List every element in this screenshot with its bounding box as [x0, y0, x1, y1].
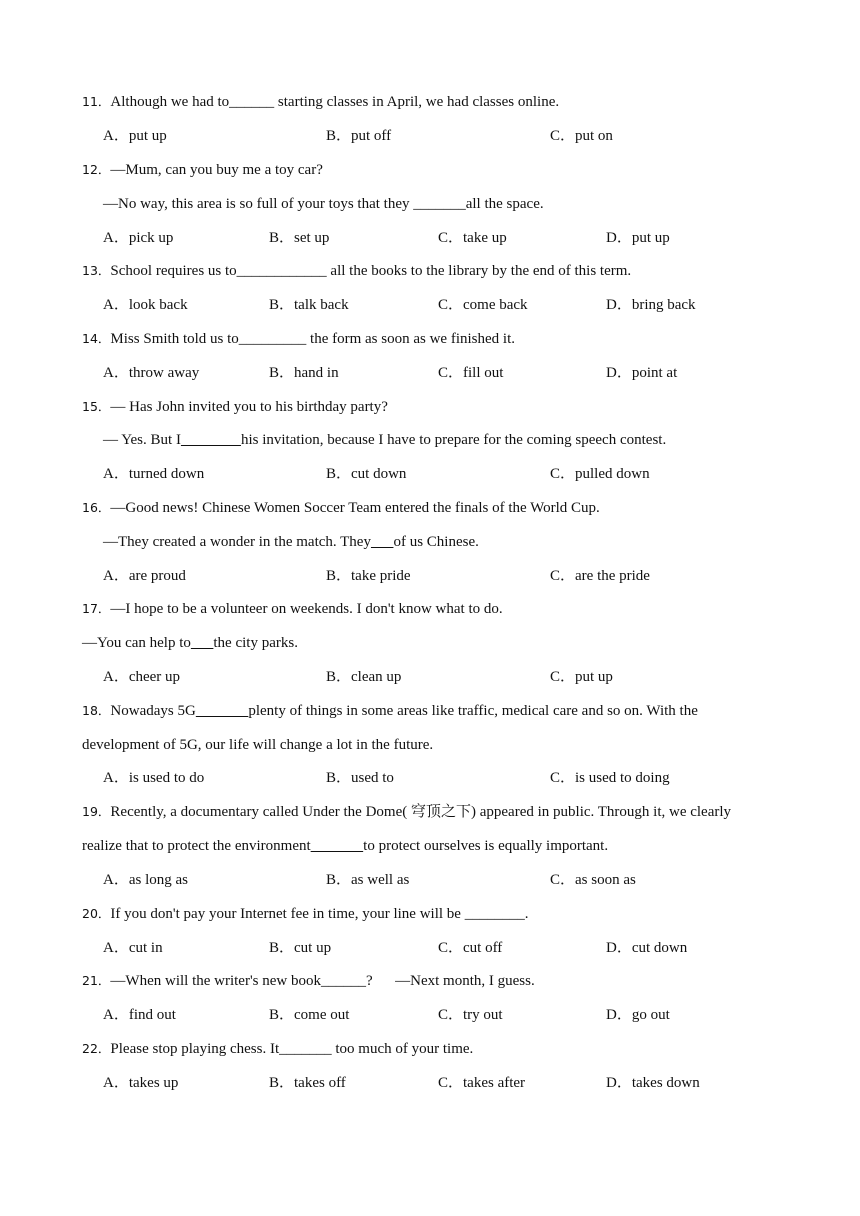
question-21-stem: 21．—When will the writer's new book______? —Next month, I guess. — [82, 973, 535, 989]
question-text: —When will the writer's new book______? —Next month, I guess. — [110, 973, 535, 989]
option-c[interactable]: C．as soon as — [550, 872, 636, 888]
question-number: 14 — [82, 331, 98, 346]
question-17-line2 — [82, 633, 298, 653]
question-text: — Has John invited you to his birthday party? — [110, 399, 388, 415]
option-b[interactable]: B．clean up — [326, 669, 402, 685]
line-text: of us Chinese. — [393, 534, 479, 550]
question-19-stem: 19．Recently, a documentary called Under the Dome( 穹顶之下) appeared in public. Through it, we clearly — [82, 804, 732, 820]
question-number: 22 — [82, 1041, 98, 1056]
option-d[interactable]: D．cut down — [606, 940, 688, 956]
option-b[interactable]: B．come out — [269, 1007, 350, 1023]
question-text: —Mum, can you buy me a toy car? — [110, 162, 323, 178]
question-text: School requires us to____________ all the books to the library by the end of this term. — [110, 263, 632, 279]
option-c[interactable]: C．put up — [550, 669, 613, 685]
line-text: to protect ourselves is equally important. — [363, 838, 609, 854]
option-a[interactable]: A．are proud — [103, 568, 186, 584]
option-a[interactable]: A．is used to do — [103, 770, 205, 786]
line-text: his invitation, because I have to prepare for the coming speech contest. — [240, 432, 667, 448]
question-number: 13 — [82, 263, 98, 278]
line-text: —You can help to — [82, 635, 191, 651]
option-b[interactable]: B．cut up — [269, 940, 332, 956]
option-a[interactable]: A．takes up — [103, 1075, 179, 1091]
option-c[interactable]: C．cut off — [438, 940, 503, 956]
option-b[interactable]: B．hand in — [269, 365, 339, 381]
question-number: 16 — [82, 500, 98, 515]
line-text: the city parks. — [213, 635, 298, 651]
option-c[interactable]: C．come back — [438, 297, 528, 313]
question-number: 18 — [82, 703, 98, 718]
option-b[interactable]: B．set up — [269, 230, 330, 246]
question-text: Miss Smith told us to_________ the form as soon as we finished it. — [110, 331, 515, 347]
option-d[interactable]: D．point at — [606, 365, 678, 381]
option-a[interactable]: A．turned down — [103, 466, 205, 482]
question-text: —Good news! Chinese Women Soccer Team entered the finals of the World Cup. — [110, 500, 600, 516]
question-text: —I hope to be a volunteer on weekends. I don't know what to do. — [110, 601, 503, 617]
question-number: 17 — [82, 601, 98, 616]
option-a[interactable]: A．cheer up — [103, 669, 181, 685]
option-d[interactable]: D．put up — [606, 230, 670, 246]
question-15-line2 — [103, 430, 666, 450]
line-text: —They created a wonder in the match. They — [103, 534, 371, 550]
option-b[interactable]: B．used to — [326, 770, 394, 786]
line-text: realize that to protect the environment — [82, 838, 311, 854]
option-a[interactable]: A．look back — [103, 297, 188, 313]
question-18-stem: 18．Nowadays 5G plenty of things in some areas like traffic, medical care and so on. With the — [82, 703, 698, 719]
option-b[interactable]: B．put off — [326, 128, 392, 144]
question-11-stem: 11．Although we had to______ starting classes in April, we had classes online. — [82, 94, 560, 110]
question-number: 21 — [82, 973, 98, 988]
option-c[interactable]: C．are the pride — [550, 568, 650, 584]
question-text: Although we had to______ starting classes in April, we had classes online. — [110, 94, 560, 110]
question-12-line2: —No way, this area is so full of your toys that they _______all the space. — [103, 196, 544, 212]
option-b[interactable]: B．talk back — [269, 297, 349, 313]
option-c[interactable]: C．takes after — [438, 1075, 526, 1091]
line-text: — Yes. But I — [103, 432, 181, 448]
option-a[interactable]: A．put up — [103, 128, 167, 144]
option-a[interactable]: A．throw away — [103, 365, 200, 381]
option-c[interactable]: C．fill out — [438, 365, 504, 381]
question-number: 15 — [82, 399, 98, 414]
question-number: 19 — [82, 804, 98, 819]
option-a[interactable]: A．cut in — [103, 940, 163, 956]
option-d[interactable]: D．takes down — [606, 1075, 700, 1091]
option-c[interactable]: C．put on — [550, 128, 613, 144]
option-d[interactable]: D．go out — [606, 1007, 670, 1023]
answer-blank — [371, 534, 394, 550]
question-text: If you don't pay your Internet fee in time, your line will be ________. — [110, 906, 529, 922]
question-17-stem: 17．—I hope to be a volunteer on weekends. I don't know what to do. — [82, 601, 503, 617]
option-c[interactable]: C．pulled down — [550, 466, 650, 482]
option-b[interactable]: B．take pride — [326, 568, 411, 584]
question-16-stem: 16．—Good news! Chinese Women Soccer Team entered the finals of the World Cup. — [82, 500, 600, 516]
question-19-line2 — [82, 836, 608, 856]
question-12-stem: 12．—Mum, can you buy me a toy car? — [82, 162, 323, 178]
question-number: 12 — [82, 162, 98, 177]
answer-blank — [196, 703, 249, 719]
question-text: Recently, a documentary called Under the Dome( 穹顶之下) appeared in public. Through it, we clearly — [110, 804, 732, 820]
question-20-stem: 20．If you don't pay your Internet fee in time, your line will be ________. — [82, 906, 529, 922]
option-b[interactable]: B．as well as — [326, 872, 410, 888]
question-13-stem: 13．School requires us to____________ all the books to the library by the end of this term. — [82, 263, 632, 279]
option-a[interactable]: A．pick up — [103, 230, 174, 246]
option-c[interactable]: C．is used to doing — [550, 770, 670, 786]
option-d[interactable]: D．bring back — [606, 297, 696, 313]
option-a[interactable]: A．as long as — [103, 872, 188, 888]
answer-blank — [181, 432, 241, 448]
question-text: Nowadays 5G — [110, 703, 196, 719]
question-16-line2 — [103, 532, 479, 552]
question-18-line2: development of 5G, our life will change a lot in the future. — [82, 737, 434, 753]
question-14-stem: 14．Miss Smith told us to_________ the form as soon as we finished it. — [82, 331, 515, 347]
answer-blank — [311, 838, 364, 854]
question-22-stem: 22．Please stop playing chess. It_______ too much of your time. — [82, 1041, 474, 1057]
option-b[interactable]: B．takes off — [269, 1075, 346, 1091]
question-text: plenty of things in some areas like traffic, medical care and so on. With the — [248, 703, 698, 719]
option-c[interactable]: C．take up — [438, 230, 507, 246]
question-number: 20 — [82, 906, 98, 921]
question-number: 11 — [82, 94, 98, 109]
option-c[interactable]: C．try out — [438, 1007, 503, 1023]
question-15-stem: 15．— Has John invited you to his birthday party? — [82, 399, 388, 415]
option-b[interactable]: B．cut down — [326, 466, 407, 482]
option-a[interactable]: A．find out — [103, 1007, 176, 1023]
answer-blank — [191, 635, 214, 651]
question-text: Please stop playing chess. It_______ too much of your time. — [110, 1041, 474, 1057]
